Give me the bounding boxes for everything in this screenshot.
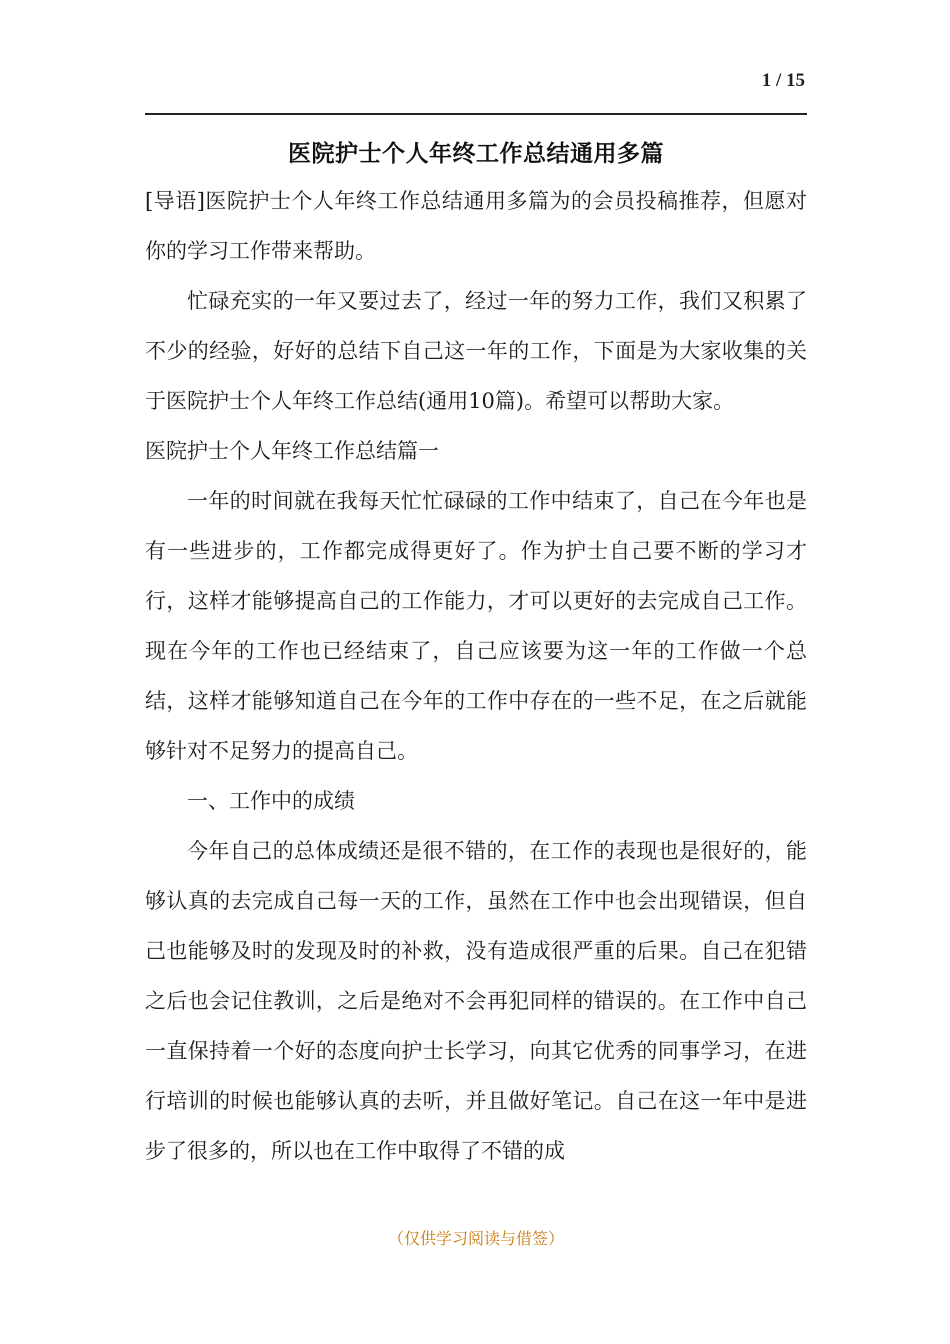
body-paragraph: 今年自己的总体成绩还是很不错的，在工作的表现也是很好的，能够认真的去完成自己每一天的工作，虽然在工作中也会出现错误，但自己也能够及时的发现及时的补救，没有造成很严重的后果。自己在犯错之后也会记住教训，之后是绝对不会再犯同样的错误的。在工作中自己一直保持着一个好的态度向护士长学习，向其它优秀的同事学习，在进行培训的时候也能够认真的去听，并且做好笔记。自己在这一年中是进步了很多的，所以也在工作中取得了不错的成 bbox=[145, 839, 807, 1163]
section-heading: 医院护士个人年终工作总结篇一 bbox=[145, 439, 439, 463]
subsection-heading: 一、工作中的成绩 bbox=[187, 789, 355, 813]
body-paragraph: 忙碌充实的一年又要过去了，经过一年的努力工作，我们又积累了不少的经验，好好的总结下自己这一年的工作，下面是为大家收集的关于医院护士个人年终工作总结(通用10篇)。希望可以帮助大家。 bbox=[145, 289, 807, 413]
body-paragraph: 一年的时间就在我每天忙忙碌碌的工作中结束了，自己在今年也是有一些进步的，工作都完成得更好了。作为护士自己要不断的学习才行，这样才能够提高自己的工作能力，才可以更好的去完成自己工作。现在今年的工作也已经结束了，自己应该要为这一年的工作做一个总结，这样才能够知道自己在今年的工作中存在的一些不足，在之后就能够针对不足努力的提高自己。 bbox=[145, 489, 807, 763]
footer-note: （仅供学习阅读与借签） bbox=[387, 1229, 564, 1248]
intro-paragraph: [导语]医院护士个人年终工作总结通用多篇为的会员投稿推荐，但愿对你的学习工作带来帮助。 bbox=[145, 189, 807, 263]
document-title: 医院护士个人年终工作总结通用多篇 bbox=[288, 141, 664, 167]
document-body bbox=[145, 176, 807, 1176]
page-number: 1 / 15 bbox=[761, 70, 805, 91]
header-divider bbox=[145, 113, 807, 115]
